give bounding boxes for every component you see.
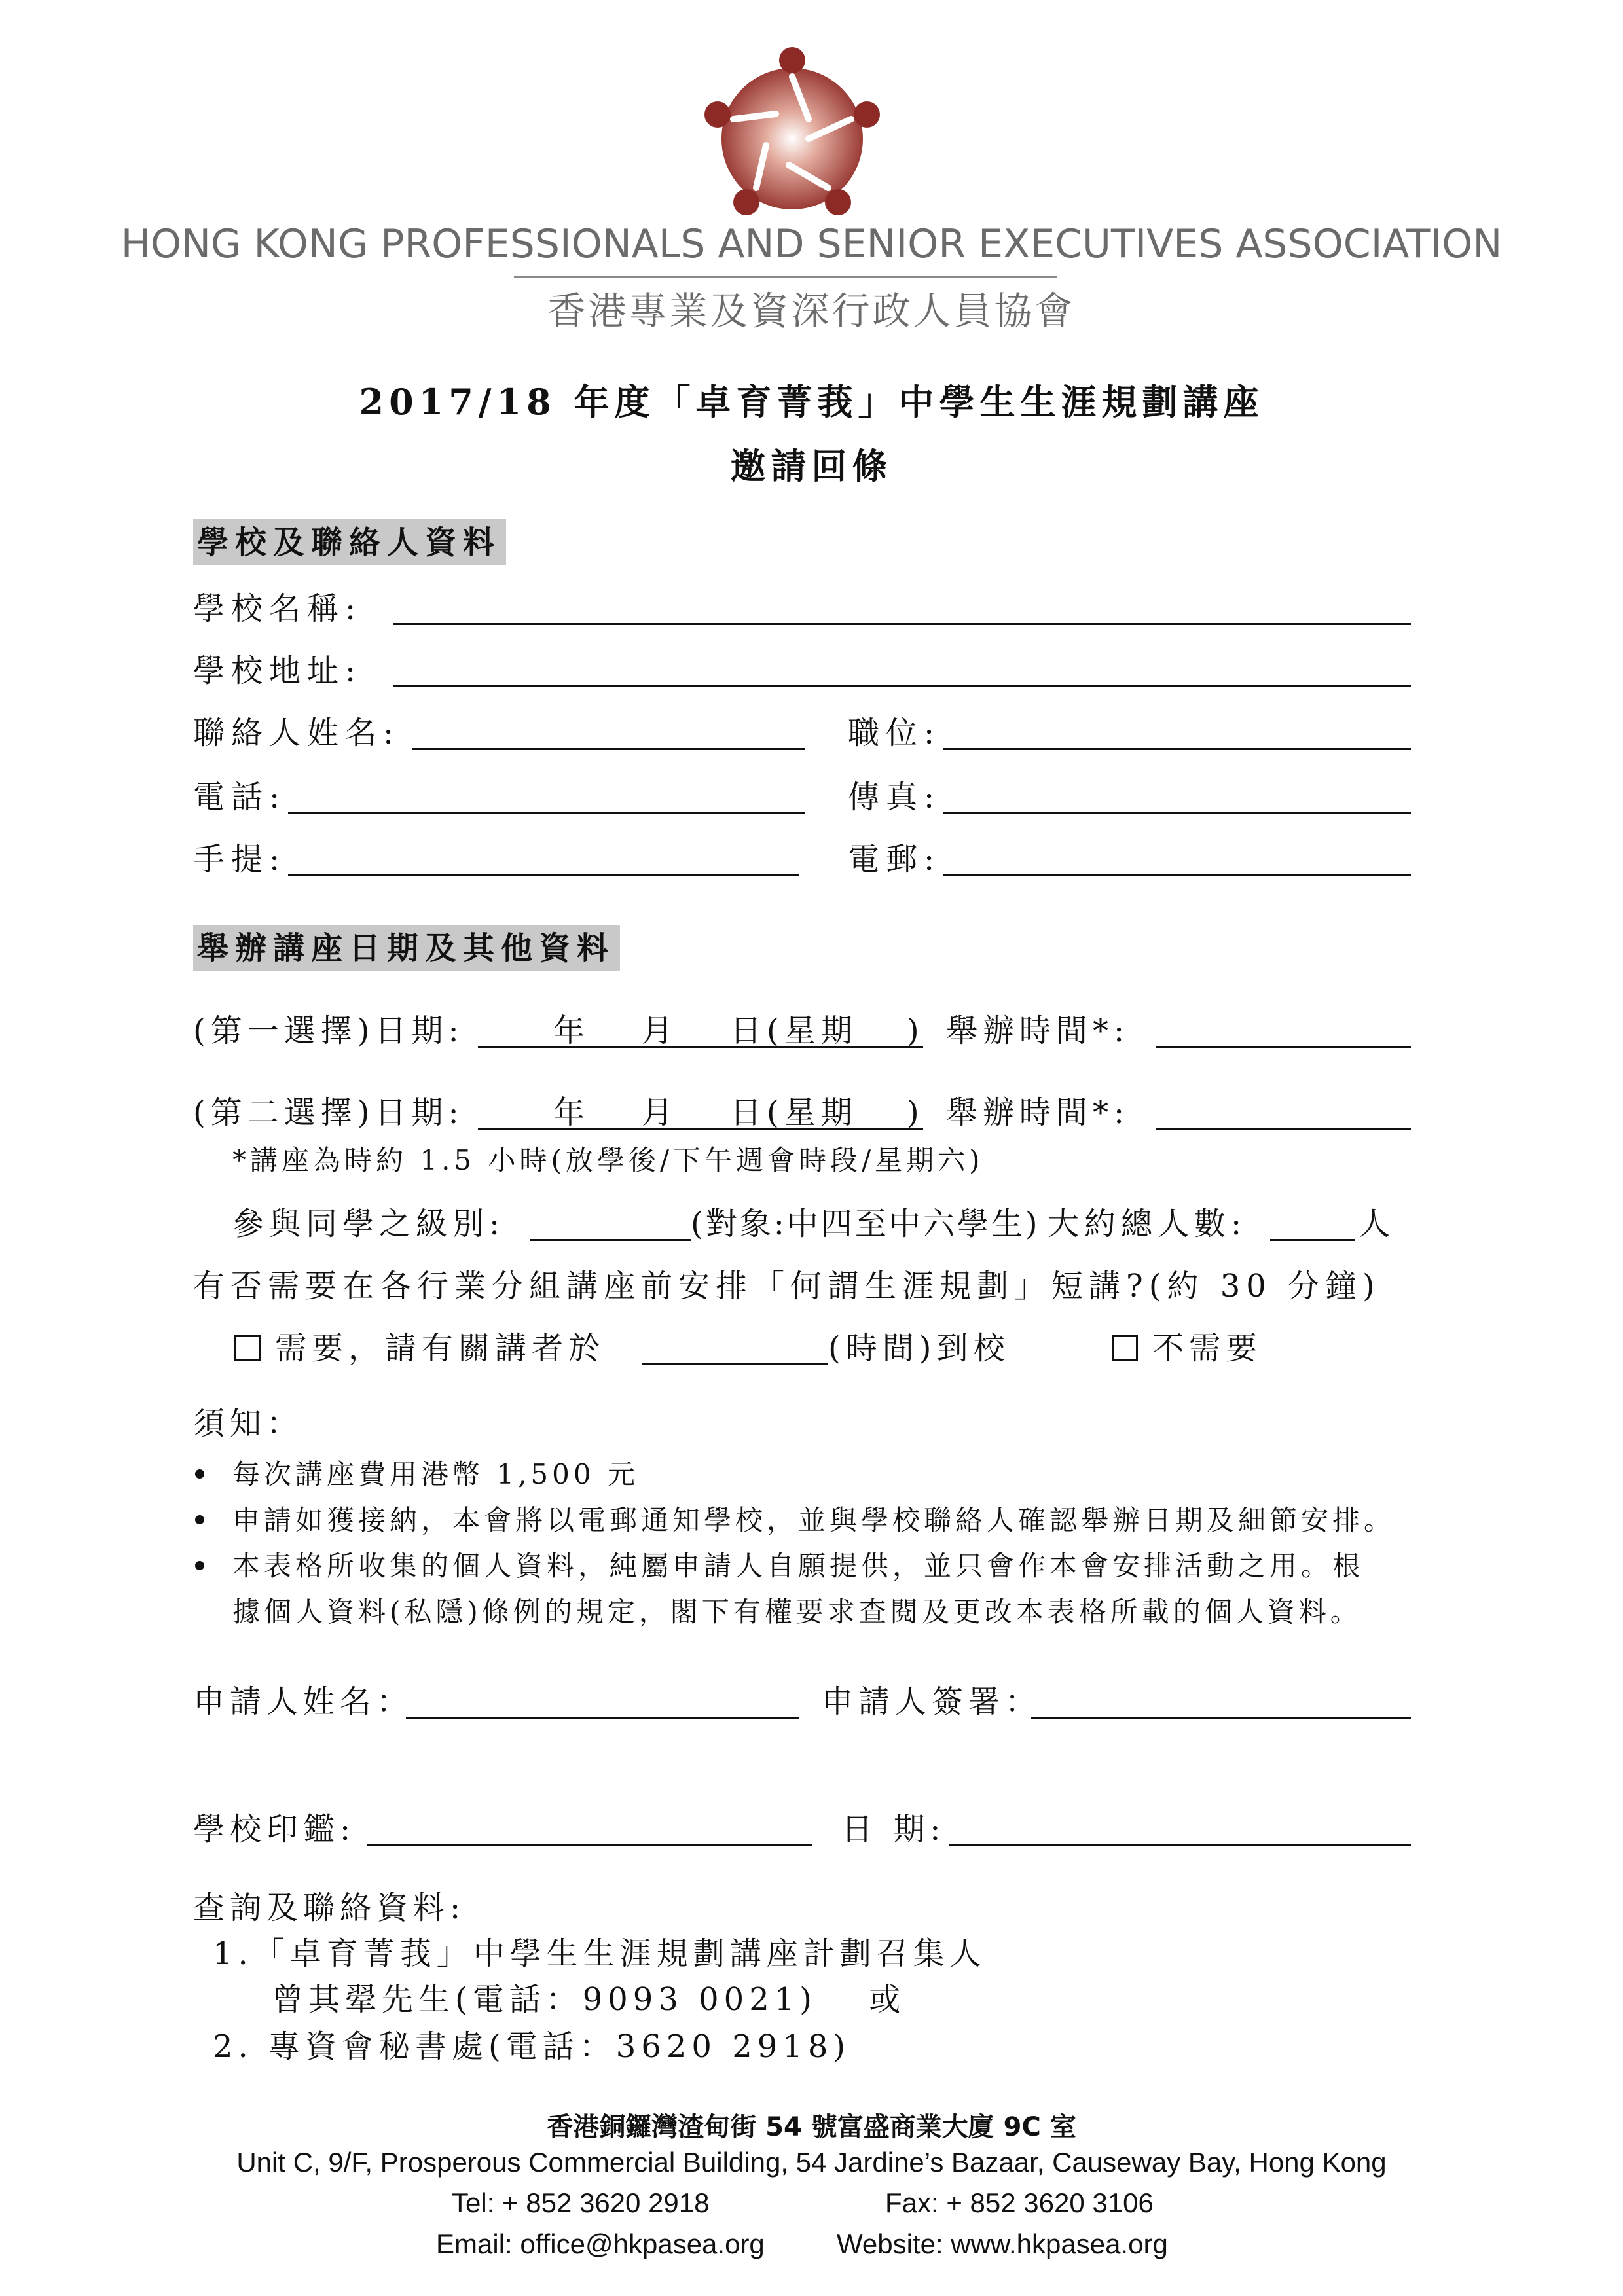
enquiry-item1-line2: 曾其翚先生(電話：9093 0021) 或 [272, 1981, 906, 2018]
notice-item-privacy-cont: 據個人資料(私隱)條例的規定，閣下有權要求查閱及更改本表格所載的個人資料。 [232, 1596, 1362, 1628]
mobile-field[interactable] [288, 874, 799, 876]
target-note: (對象:中四至中六學生) [691, 1206, 1040, 1242]
date-field[interactable] [949, 1844, 1411, 1846]
choice2-month: 月 [642, 1094, 679, 1131]
no-need-label: 不需要 [1152, 1330, 1263, 1367]
org-name-en: HONG KONG PROFESSIONALS AND SENIOR EXECUTIVES ASSOCIATION [120, 221, 1503, 267]
no-need-checkbox[interactable] [1112, 1335, 1138, 1361]
bullet-icon [195, 1561, 204, 1570]
choice2-time-label: 舉辦時間*: [946, 1094, 1130, 1131]
applicant-signature-field[interactable] [1031, 1717, 1411, 1719]
bullet-icon [195, 1515, 204, 1524]
notice-item-privacy: 本表格所收集的個人資料，純屬申請人自願提供，並只會作本會安排活動之用。根 [232, 1550, 1364, 1582]
phone-label: 電話: [193, 779, 287, 816]
choice2-time-field[interactable] [1156, 1128, 1411, 1130]
school-address-label: 學校地址: [193, 653, 363, 689]
need-checkbox[interactable] [234, 1335, 261, 1361]
mobile-label: 手提: [193, 841, 287, 878]
school-name-label: 學校名稱: [193, 590, 363, 627]
briefing-question: 有否需要在各行業分組講座前安排「何謂生涯規劃」短講?(約 30 分鐘) [193, 1268, 1381, 1304]
footer-tel: Tel: + 852 3620 2918 [452, 2187, 710, 2218]
fax-field[interactable] [943, 812, 1411, 814]
choice2-year: 年 [553, 1094, 591, 1131]
association-logo [694, 41, 890, 237]
school-stamp-label: 學校印鑑: [193, 1811, 356, 1848]
notice-heading: 須知： [193, 1405, 304, 1442]
position-field[interactable] [943, 748, 1411, 750]
applicant-name-field[interactable] [406, 1717, 799, 1719]
choice2-day-weekday: 日(星期 [730, 1094, 858, 1131]
section-seminar-details-heading: 舉辦講座日期及其他資料 [193, 925, 620, 971]
total-field[interactable] [1270, 1239, 1355, 1241]
header-divider [514, 276, 1057, 278]
notice-item-acceptance: 申請如獲接納，本會將以電郵通知學校，並與學校聯絡人確認舉辦日期及細節安排。 [232, 1504, 1396, 1536]
person-unit: 人 [1359, 1206, 1396, 1242]
choice1-day-weekday: 日(星期 [730, 1013, 858, 1049]
duration-note: *講座為時約 1.5 小時(放學後/下午週會時段/星期六) [232, 1144, 984, 1176]
org-name-zh: 香港專業及資深行政人員協會 [547, 289, 1076, 333]
choice1-month: 月 [642, 1013, 679, 1049]
five-figure-circle-logo-icon [694, 41, 890, 237]
need-label: 需要，請有關講者於 [275, 1330, 606, 1367]
need-time-field[interactable] [642, 1363, 828, 1365]
school-stamp-field[interactable] [367, 1844, 812, 1846]
choice1-close-paren: ) [907, 1013, 924, 1049]
school-address-field[interactable] [393, 685, 1411, 687]
applicant-signature-label: 申請人簽署： [822, 1683, 1042, 1720]
school-name-field[interactable] [393, 623, 1411, 625]
position-label: 職位: [848, 715, 941, 751]
contact-name-field[interactable] [412, 748, 805, 750]
grade-label: 參與同學之級別: [232, 1206, 505, 1242]
footer-fax: Fax: + 852 3620 3106 [885, 2187, 1154, 2218]
choice2-date-label: (第二選擇)日期: [193, 1094, 464, 1131]
date-label: 日 期: [841, 1811, 946, 1848]
choice1-year: 年 [553, 1013, 591, 1049]
choice1-time-field[interactable] [1156, 1046, 1411, 1048]
grade-field[interactable] [530, 1239, 691, 1241]
enquiry-item1-line1: 1.「卓育菁莪」中學生生涯規劃講座計劃召集人 [213, 1935, 987, 1972]
choice2-close-paren: ) [907, 1094, 924, 1131]
enquiry-item2: 2. 專資會秘書處(電話：3620 2918) [213, 2028, 851, 2065]
notice-item-fee: 每次講座費用港幣 1,500 元 [232, 1458, 639, 1490]
form-subtitle: 邀請回條 [730, 445, 893, 487]
enquiry-heading: 查詢及聯絡資料: [193, 1890, 466, 1926]
choice1-date-label: (第一選擇)日期: [193, 1013, 464, 1049]
fax-label: 傳真: [848, 779, 941, 816]
footer-email[interactable]: Email: office@hkpasea.org [436, 2229, 765, 2259]
contact-name-label: 聯絡人姓名: [193, 715, 401, 751]
email-label: 電郵: [848, 841, 941, 878]
footer-address-en: Unit C, 9/F, Prosperous Commercial Building, 54 Jardine’s Bazaar, Causeway Bay, Hong Kong [236, 2147, 1387, 2178]
form-title: 2017/18 年度「卓育菁莪」中學生生涯規劃講座 [359, 381, 1264, 423]
footer-website[interactable]: Website: www.hkpasea.org [837, 2229, 1168, 2259]
section-school-contact-heading: 學校及聯絡人資料 [193, 519, 506, 565]
footer-address-zh: 香港銅鑼灣渣甸街 54 號富盛商業大廈 9C 室 [547, 2112, 1076, 2142]
total-label: 大約總人數: [1048, 1206, 1247, 1242]
bullet-icon [195, 1469, 204, 1479]
applicant-name-label: 申請人姓名： [193, 1683, 414, 1720]
need-time-suffix: (時間)到校 [828, 1330, 1010, 1367]
phone-field[interactable] [288, 812, 805, 814]
choice1-time-label: 舉辦時間*: [946, 1013, 1130, 1049]
email-field[interactable] [943, 874, 1411, 876]
